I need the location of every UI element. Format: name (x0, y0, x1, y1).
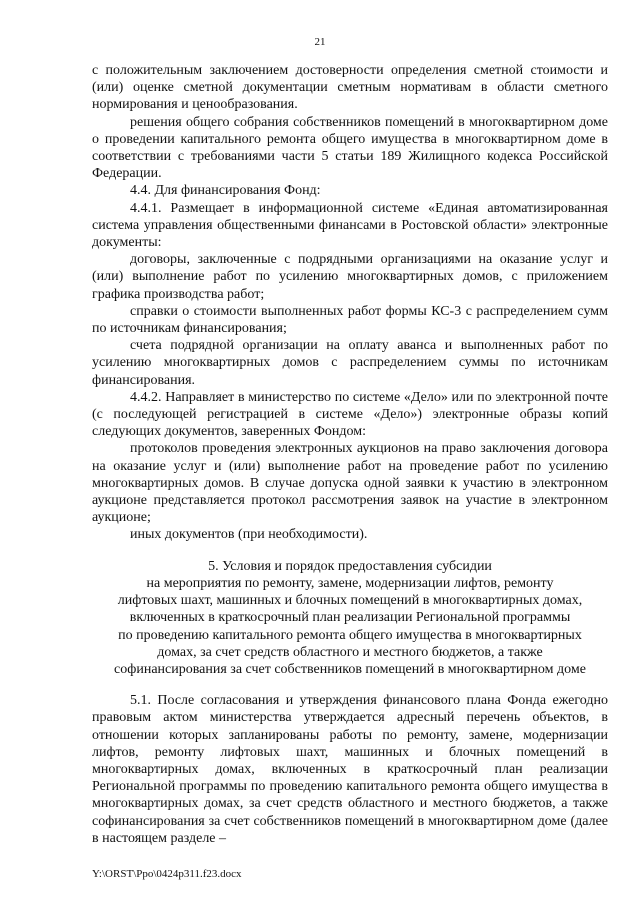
paragraph: счета подрядной организации на оплату аванса и выполненных работ по усилению многоквартирных домов с распределением суммы по источникам финансирования. (92, 338, 608, 388)
paragraph: 4.4.2. Направляет в министерство по системе «Дело» или по электронной почте (с последующей регистрацией в системе «Дело») электронные образы копий следующих документов, заверенных Фондом: (92, 389, 608, 440)
paragraph: справки о стоимости выполненных работ формы КС-3 с распределением сумм по источникам финансирования; (92, 303, 608, 337)
file-path-footer: Y:\ORST\Ppo\0424p311.f23.docx (92, 868, 242, 880)
section-heading (92, 558, 608, 678)
paragraph: протоколов проведения электронных аукционов на право заключения договора на оказание услуг и (или) выполнение работ на проведение работ по усилению многоквартирных домов. В случае допуска одной заявки к участию в электронном аукционе представляется протокол рассмотрения заявок на участие в электронном аукционе; (92, 441, 608, 526)
paragraph: договоры, заключенные с подрядными организациями на оказание услуг и (или) выполнение работ по усилению многоквартирных домов, с приложением графика производства работ; (92, 252, 608, 302)
section-heading-line: на мероприятия по ремонту, замене, модернизации лифтов, ремонту (146, 575, 554, 591)
paragraph: с положительным заключением достоверности определения сметной стоимости и (или) оценке сметной документации сметным нормативам в области сметного нормирования и ценообразования. (92, 63, 608, 113)
paragraph: иных документов (при необходимости). (130, 527, 368, 543)
paragraph: 4.4.1. Размещает в информационной системе «Единая автоматизированная система управления общественными финансами в Ростовской области» электронные документы: (92, 200, 608, 251)
section-heading-line: лифтовых шахт, машинных и блочных помещений в многоквартирных домах, (117, 593, 583, 609)
section-heading-line: включенных в краткосрочный план реализации Региональной программы (129, 610, 571, 626)
section-heading-line: домах, за счет средств областного и местного бюджетов, а также (157, 644, 543, 660)
paragraph: 4.4. Для финансирования Фонд: (130, 183, 321, 199)
section-heading-line: 5. Условия и порядок предоставления субсидии (208, 558, 492, 574)
section-heading-line: софинансирования за счет собственников помещений в многоквартирном доме (114, 661, 586, 677)
page-number: 21 (314, 36, 326, 48)
section-heading-line: по проведению капитального ремонта общего имущества в многоквартирных (118, 627, 582, 643)
paragraph: решения общего собрания собственников помещений в многоквартирном доме о проведении капитального ремонта общего имущества в многоквартирном доме в соответствии с требованиями части 5 статьи 189 Жилищного кодекса Российской Федерации. (92, 114, 608, 182)
document-body (92, 62, 608, 847)
paragraph: 5.1. После согласования и утверждения финансового плана Фонда ежегодно правовым актом министерства утверждается адресный перечень объектов, в отношении которых запланированы работы по ремонту, замене, модернизации лифтов, ремонту лифтовых шахт, машинных и блочных помещений в многоквартирных домах, включенных в краткосрочный план реализации Региональной программы по проведению капитального ремонта общего имущества в многоквартирных домах, за счет средств областного и местного бюджетов, а также софинансирования за счет собственников помещений в многоквартирном доме (далее в настоящем разделе – (92, 693, 608, 846)
